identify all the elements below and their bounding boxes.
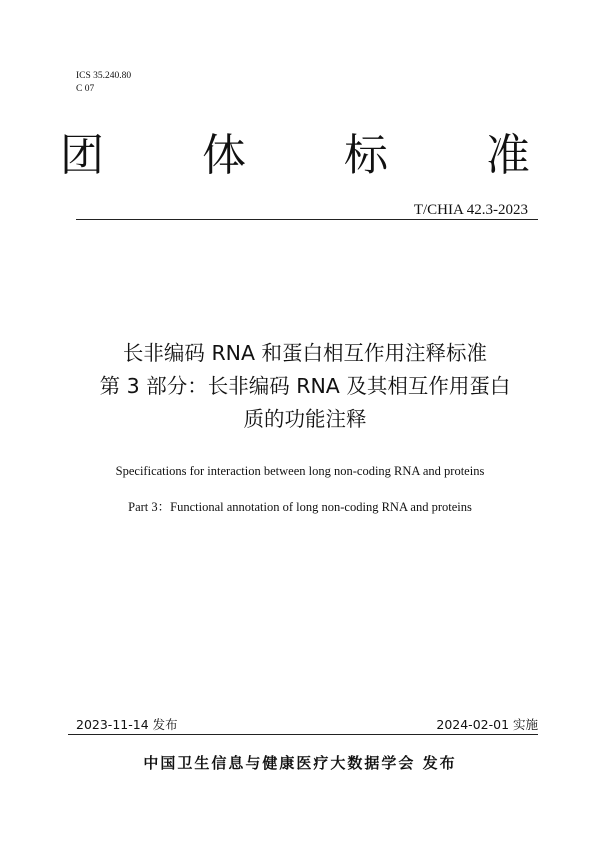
title-char: 标: [344, 130, 388, 181]
ccs-code: C 07: [76, 84, 95, 94]
chinese-title: [70, 337, 540, 436]
implementation-date: 2024-02-01 实施: [436, 717, 538, 732]
title-char: 准: [486, 130, 530, 181]
standard-number: T/CHIA 42.3-2023: [413, 202, 528, 218]
title-char: 团: [60, 130, 104, 181]
classification-codes: [76, 70, 131, 96]
english-title-line-1: Specifications for interaction between long non-coding RNA and proteins: [115, 464, 485, 478]
top-divider: [76, 219, 538, 220]
chinese-title-line-1: 长非编码 RNA 和蛋白相互作用注释标准: [122, 341, 488, 365]
publisher: 中国卫生信息与健康医疗大数据学会 发布: [143, 754, 457, 772]
document-type-title: [60, 128, 530, 184]
issue-date: 2023-11-14 发布: [76, 717, 178, 732]
title-char: 体: [202, 130, 246, 181]
chinese-title-line-3: 质的功能注释: [243, 407, 367, 431]
ics-code: ICS 35.240.80: [76, 71, 132, 81]
bottom-divider: [68, 734, 538, 735]
chinese-title-line-2: 第 3 部分：长非编码 RNA 及其相互作用蛋白: [99, 374, 511, 398]
english-title-line-2: Part 3：Functional annotation of long non-coding RNA and proteins: [128, 500, 472, 514]
